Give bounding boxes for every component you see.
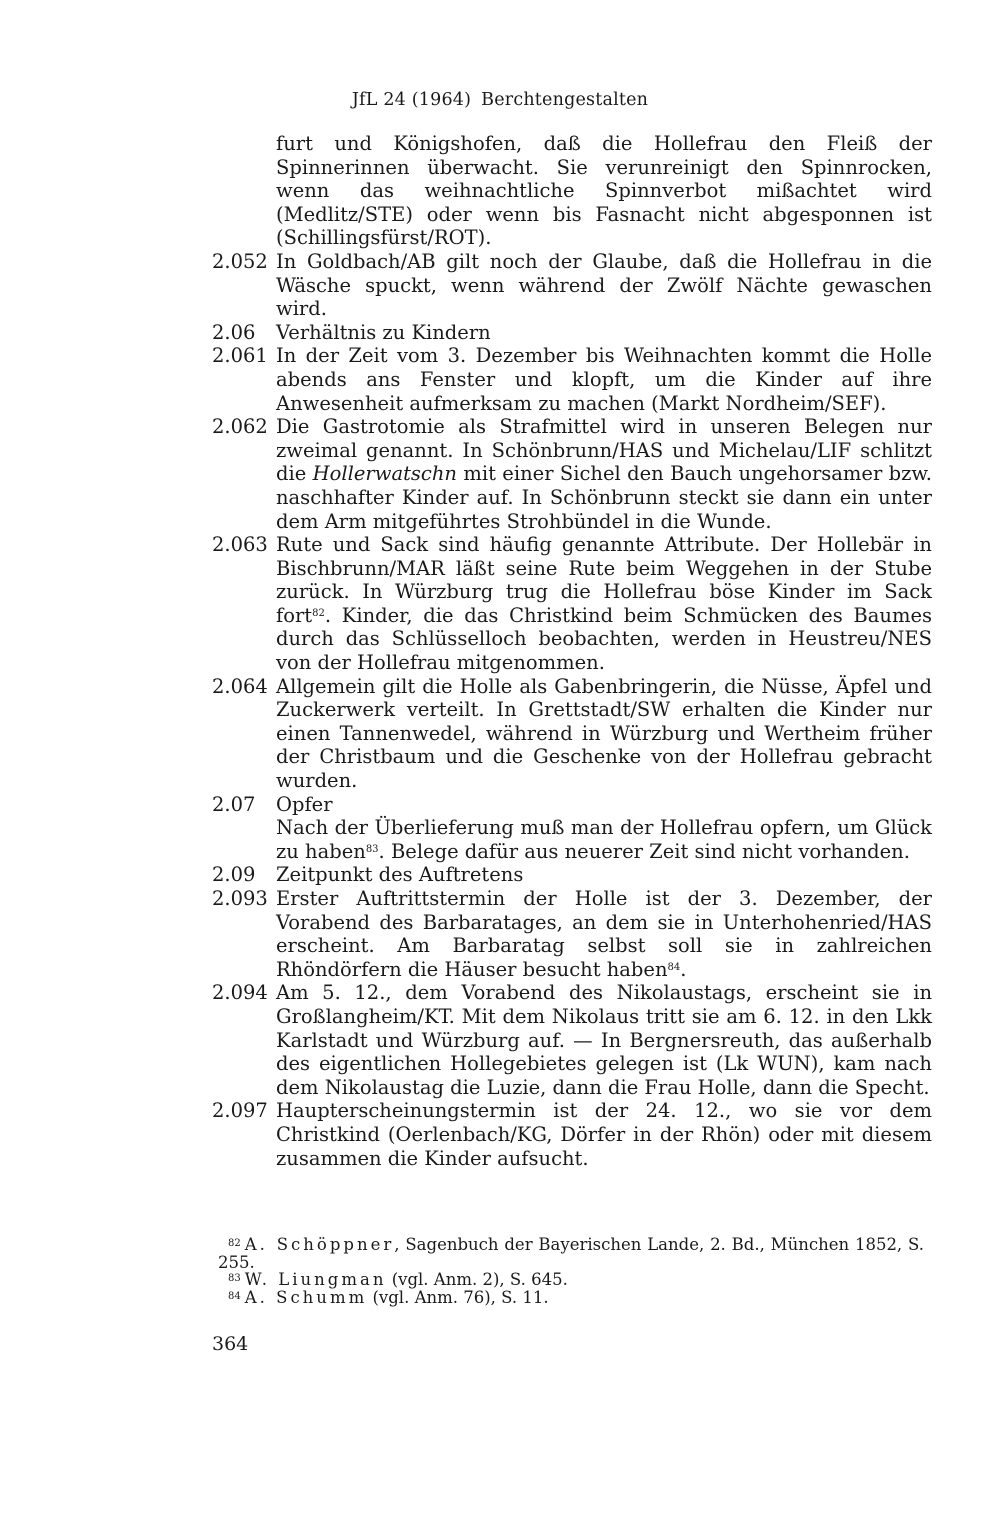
section-heading: Zeitpunkt des Auftretens — [276, 863, 524, 887]
continuation-paragraph: furt und Königshofen, daß die Hollefrau den Fleiß der Spinnerinnen überwacht. Sie verunreinigt den Spinnrocken, wenn das weihnachtliche Spinnverbot mißachtet wird (Medlitz/STE) oder wenn bis Fasnacht nicht abgesponnen ist (Schillingsfürst/ROT). — [276, 132, 932, 250]
section-heading: Opfer — [276, 792, 333, 816]
text-part: mit einer Sichel den Bauch ungehorsamer bzw. naschhafter Kinder auf. In Schönbrunn steckt sie dann ein unter dem Arm mitgeführtes Strohbündel in die Wunde. — [276, 462, 933, 533]
section-2-07-text — [212, 816, 932, 863]
footnote-author: W. Liungman — [244, 1270, 387, 1289]
text-part: Nach der Überlieferung muß man der Hollefrau opfern, um Glück zu haben — [276, 816, 932, 863]
section-2-09-heading — [212, 863, 932, 887]
running-title: Berchtengestalten — [481, 90, 649, 110]
footnote-author: A. Schöppner — [244, 1235, 395, 1254]
section-number: 2.07 — [212, 792, 256, 816]
section-text — [276, 887, 932, 981]
footnotes — [218, 1236, 924, 1306]
section-text — [276, 816, 932, 863]
footnote-text: , Sagenbuch der Bayerischen Lande, 2. Bd., München 1852, S. 255. — [218, 1235, 924, 1272]
body-text — [212, 132, 932, 1170]
section-text: Haupterscheinungstermin ist der 24. 12., wo sie vor dem Christkind (Oerlenbach/KG, Dörfer in der Rhön) oder mit diesem zusammen die Kinder aufsucht. — [276, 1099, 932, 1170]
section-2-063 — [212, 533, 932, 675]
running-head — [0, 90, 1000, 110]
section-number: 2.097 — [212, 1099, 268, 1123]
section-number: 2.063 — [212, 533, 268, 557]
section-number: 2.064 — [212, 674, 268, 698]
section-2-061 — [212, 344, 932, 415]
section-2-052 — [212, 250, 932, 321]
section-text — [276, 533, 932, 675]
section-number: 2.062 — [212, 415, 268, 439]
page-number: 364 — [212, 1333, 249, 1355]
section-number: 2.061 — [212, 344, 268, 368]
footnote-author: A. Schumm — [244, 1287, 368, 1307]
section-text: Am 5. 12., dem Vorabend des Nikolaustags, erscheint sie in Großlangheim/KT. Mit dem Nikolaus tritt sie am 6. 12. in den Lkk Karlstadt und Würzburg auf. — In Bergnersreuth, das außerhalb des eigentlichen Hollegebietes gelegen ist (Lk WUN), kam nach dem Nikolaustag die Luzie, dann die Frau Holle, dann die Specht. — [276, 981, 932, 1099]
footnote-number: 84 — [228, 1290, 241, 1302]
section-2-07-heading — [212, 793, 932, 817]
footnote-text: (vgl. Anm. 2), S. 645. — [386, 1270, 568, 1289]
section-number: 2.094 — [212, 981, 268, 1005]
text-part: . — [680, 957, 687, 981]
section-number: 2.093 — [212, 887, 268, 910]
footnote-84 — [218, 1289, 924, 1307]
footnote-ref[interactable]: 83 — [365, 843, 379, 855]
section-2-094 — [212, 981, 932, 1099]
text-part: . Belege dafür aus neuerer Zeit sind nicht vorhanden. — [378, 839, 910, 863]
section-2-06-heading — [212, 321, 932, 345]
section-text: In Goldbach/AB gilt noch der Glaube, daß die Hollefrau in die Wäsche spuckt, wenn während der Zwölf Nächte gewaschen wird. — [276, 249, 932, 321]
footnote-text: (vgl. Anm. 76), S. 11. — [367, 1287, 549, 1307]
footnote-83 — [218, 1271, 924, 1289]
section-2-093 — [212, 887, 932, 981]
section-number: 2.06 — [212, 320, 256, 344]
text-part: Rute und Sack sind häufig genannte Attribute. Der Hollebär in Bischbrunn/MAR läßt seine Rute beim Weggehen in der Stube zurück. In Würzburg trug die Hollefrau böse Kinder im Sack fort — [276, 533, 932, 627]
section-text: Allgemein gilt die Holle als Gabenbringerin, die Nüsse, Äpfel und Zuckerwerk verteilt. In Grettstadt/SW erhalten die Kinder nur einen Tannenwedel, während in Würzburg und Wertheim früher der Christbaum und die Geschenke von der Hollefrau gebracht wurden. — [276, 674, 932, 793]
footnote-number: 82 — [228, 1238, 241, 1249]
text-part: Die Gastrotomie als Strafmittel wird in unseren Belegen nur zweimal genannt. In Schönbrunn/HAS und Michelau/LIF schlitzt die — [276, 415, 932, 486]
section-text: In der Zeit vom 3. Dezember bis Weihnachten kommt die Holle abends ans Fenster und klopft, um die Kinder auf ihre Anwesenheit aufmerksam zu machen (Markt Nordheim/SEF). — [276, 344, 932, 415]
section-number: 2.09 — [212, 863, 256, 887]
text-part: Erster Auftrittstermin der Holle ist der 3. Dezember, der Vorabend des Barbaratages, an dem sie in Unterhohenried/HAS erscheint. Am Barbaratag selbst soll sie in zahlreichen Rhöndörfern die Häuser besucht haben — [276, 887, 932, 981]
italic-term: Hollerwatschn — [312, 462, 457, 486]
footnote-number: 83 — [228, 1273, 241, 1284]
footnote-82 — [218, 1236, 924, 1271]
section-number: 2.052 — [212, 249, 268, 273]
section-text — [276, 415, 932, 533]
footnote-ref[interactable]: 84 — [667, 961, 681, 973]
section-2-064 — [212, 675, 932, 793]
section-2-062 — [212, 415, 932, 533]
journal-reference: JfL 24 (1964) — [351, 90, 472, 110]
footnote-ref[interactable]: 82 — [312, 607, 325, 619]
text-part: . Kinder, die das Christkind beim Schmücken des Baumes durch das Schlüsselloch beobachten, werden in Heustreu/NES von der Hollefrau mitgenommen. — [276, 603, 932, 675]
section-2-097 — [212, 1099, 932, 1170]
section-heading: Verhältnis zu Kindern — [276, 320, 491, 344]
